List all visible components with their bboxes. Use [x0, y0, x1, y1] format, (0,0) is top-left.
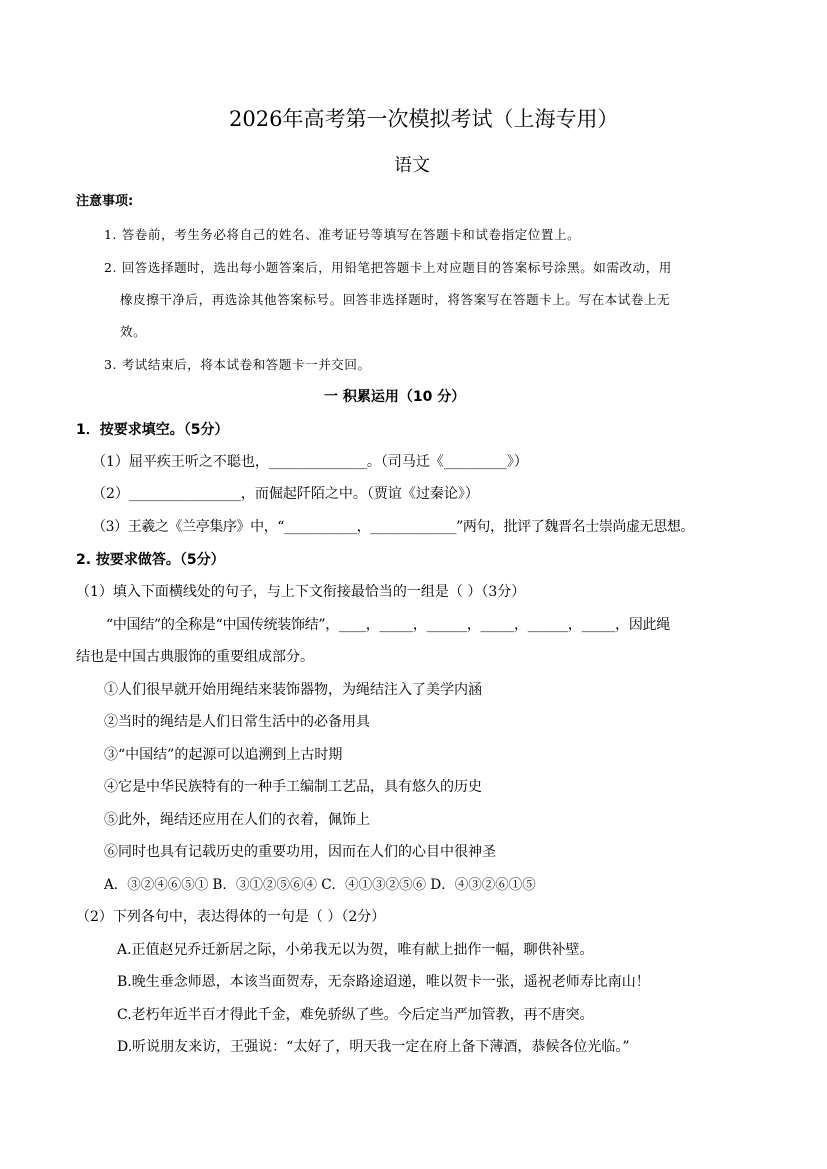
question-2-sub1-prompt: （1）填入下面横线处的句子，与上下文衔接最恰当的一组是（ ）（3分） [76, 584, 526, 600]
answer-options: A．③②④⑥⑤① B．③①②⑤⑥④ C．④①③②⑤⑥ D．④③②⑥①⑤ [104, 877, 536, 893]
question-1-item: （3）王羲之《兰亭集序》中，“___________，_____________”两句，批评了魏晋名士崇尚虚无思想。 [92, 519, 695, 535]
sentence-item: ⑥同时也具有记载历史的重要功用，因而在人们的心目中很神圣 [104, 844, 496, 860]
notice-item: 1. 答卷前，考生务必将自己的姓名、准考证号等填写在答题卡和试卷指定位置上。 [104, 227, 581, 242]
notice-item: 橡皮擦干净后，再选涂其他答案标号。回答非选择题时，将答案写在答题卡上。写在本试卷上无 [120, 292, 671, 307]
sentence-item: ①人们很早就开始用绳结来装饰器物，为绳结注入了美学内涵 [104, 682, 482, 698]
sentence-item: ④它是中华民族特有的一种手工编制工艺品，具有悠久的历史 [104, 779, 482, 795]
sentence-item: ③“中国结”的起源可以追溯到上古时期 [104, 747, 343, 763]
exam-title: 2026年高考第一次模拟考试（上海专用） [229, 107, 619, 131]
choice-option: B.晚生垂念师恩，本该当面贺寿，无奈路途迢递，唯以贺卡一张，遥祝老师寿比南山！ [117, 974, 650, 990]
question-2-sub2-prompt: （2）下列各句中，表达得体的一句是（ ）（2分） [76, 909, 386, 925]
notice-item: 2. 回答选择题时，选出每小题答案后，用铅笔把答题卡上对应题目的答案标号涂黑。如需改动，用 [104, 260, 672, 275]
notice-item: 效。 [120, 324, 147, 339]
choice-option: A.正值赵兄乔迁新居之际，小弟我无以为贺，唯有献上拙作一幅，聊供补壁。 [117, 942, 594, 958]
sentence-item: ②当时的绳结是人们日常生活中的必备用具 [104, 714, 370, 730]
notice-item: 3. 考试结束后，将本试卷和答题卡一并交回。 [104, 357, 371, 372]
subject-title: 语文 [394, 155, 430, 176]
question-1-item: （1）屈平疾王听之不聪也，______________。（司马迁《_________》） [92, 454, 528, 470]
notice-heading: 注意事项: [76, 194, 134, 209]
question-1-title: 1．按要求填空。（5分） [76, 422, 229, 438]
question-2-title: 2. 按要求做答。（5分） [76, 552, 225, 568]
question-1-item: （2）________________，而倔起阡陌之中。（贾谊《过秦论》） [92, 486, 479, 502]
question-2-passage: 结也是中国古典服饰的重要组成部分。 [76, 649, 314, 665]
question-2-passage: “中国结”的全称是“中国传统装饰结”，____，_____，______，_____，______，_____，因此绳 [106, 617, 670, 633]
choice-option: C.老朽年近半百才得此千金，难免骄纵了些。今后定当严加管教，再不唐突。 [117, 1007, 594, 1023]
sentence-item: ⑤此外，绳结还应用在人们的衣着，佩饰上 [104, 812, 370, 828]
section-title: 一 积累运用（10 分） [324, 389, 466, 405]
choice-option: D.听说朋友来访，王强说：“太好了，明天我一定在府上备下薄酒，恭候各位光临。” [117, 1039, 630, 1055]
